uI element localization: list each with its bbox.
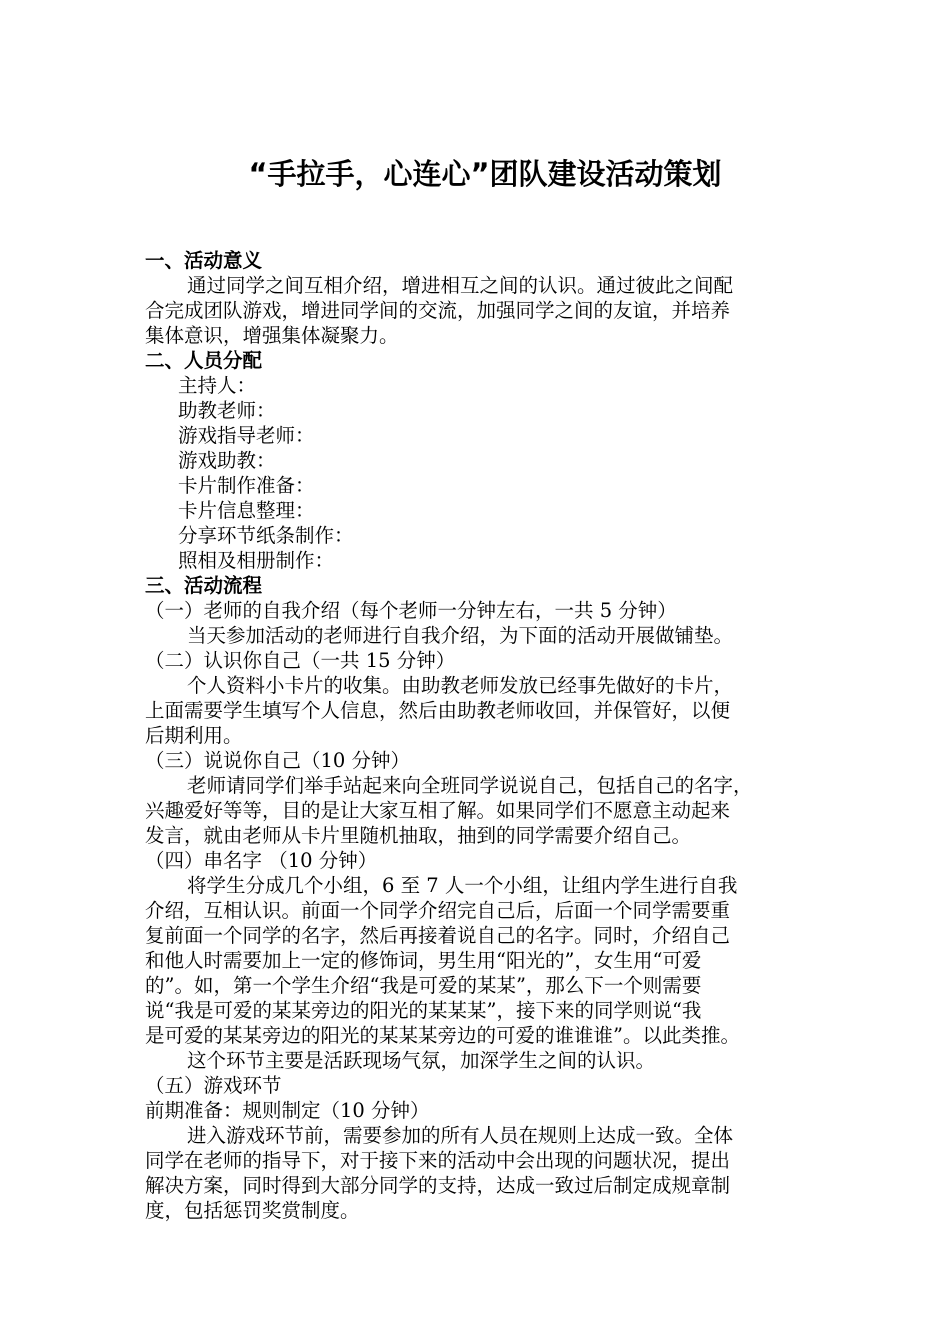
role-item: 卡片制作准备： — [178, 474, 315, 497]
paragraph-line: 的”。如，第一个学生介绍“我是可爱的某某”，那么下一个则需要 — [145, 974, 702, 997]
role-item: 游戏助教： — [178, 449, 276, 472]
role-item: 分享环节纸条制作： — [178, 524, 354, 547]
paragraph-line: 合完成团队游戏，增进同学间的交流，加强同学之间的友谊，并培养 — [145, 299, 731, 322]
paragraph-line: 这个环节主要是活跃现场气氛，加深学生之间的认识。 — [187, 1049, 656, 1072]
role-item: 卡片信息整理： — [178, 499, 315, 522]
paragraph-line: 集体意识，增强集体凝聚力。 — [145, 324, 399, 347]
paragraph-line: 个人资料小卡片的收集。由助教老师发放已经事先做好的卡片， — [187, 674, 734, 697]
paragraph-line: 和他人时需要加上一定的修饰词，男生用“阳光的”，女生用“可爱 — [145, 949, 702, 972]
section-heading-staffing: 二、人员分配 — [145, 349, 263, 372]
paragraph-line: 介绍，互相认识。前面一个同学介绍完自己后，后面一个同学需要重 — [145, 899, 731, 922]
section-heading-significance: 一、活动意义 — [145, 249, 263, 272]
subsection-title: （一）老师的自我介绍（每个老师一分钟左右，一共 5 分钟） — [145, 599, 677, 622]
paragraph-line: 老师请同学们举手站起来向全班同学说说自己，包括自己的名字， — [187, 774, 753, 797]
section-heading-process: 三、活动流程 — [145, 574, 263, 597]
subsection-prep: 前期准备：规则制定（10 分钟） — [145, 1099, 430, 1122]
role-item: 游戏指导老师： — [178, 424, 315, 447]
subsection-title: （五）游戏环节 — [145, 1074, 282, 1097]
paragraph-line: 进入游戏环节前，需要参加的所有人员在规则上达成一致。全体 — [187, 1124, 734, 1147]
paragraph-line: 通过同学之间互相介绍，增进相互之间的认识。通过彼此之间配 — [187, 274, 734, 297]
paragraph-line: 当天参加活动的老师进行自我介绍，为下面的活动开展做铺垫。 — [187, 624, 734, 647]
paragraph-line: 度，包括惩罚奖赏制度。 — [145, 1199, 360, 1222]
paragraph-line: 兴趣爱好等等，目的是让大家互相了解。如果同学们不愿意主动起来 — [145, 799, 731, 822]
paragraph-line: 是可爱的某某旁边的阳光的某某某旁边的可爱的谁谁谁”。以此类推。 — [145, 1024, 740, 1047]
paragraph-line: 上面需要学生填写个人信息，然后由助教老师收回，并保管好，以便 — [145, 699, 731, 722]
role-item: 照相及相册制作： — [178, 549, 335, 572]
subsection-title: （四）串名字 （10 分钟） — [145, 849, 378, 872]
subsection-title: （二）认识你自己（一共 15 分钟） — [145, 649, 456, 672]
paragraph-line: 发言，就由老师从卡片里随机抽取，抽到的同学需要介绍自己。 — [145, 824, 692, 847]
document-body — [145, 248, 825, 1223]
paragraph-line: 后期利用。 — [145, 724, 243, 747]
paragraph-line: 说“我是可爱的某某旁边的阳光的某某某”，接下来的同学则说“我 — [145, 999, 702, 1022]
paragraph-line: 将学生分成几个小组，6 至 7 人一个小组，让组内学生进行自我 — [187, 874, 738, 897]
paragraph-line: 解决方案，同时得到大部分同学的支持，达成一致过后制定成规章制 — [145, 1174, 731, 1197]
paragraph-line: 同学在老师的指导下，对于接下来的活动中会出现的问题状况，提出 — [145, 1149, 731, 1172]
role-item: 助教老师： — [178, 399, 276, 422]
role-item: 主持人： — [178, 374, 257, 397]
page-title: “手拉手，心连心”团队建设活动策划 — [248, 157, 722, 191]
subsection-title: （三）说说你自己（10 分钟） — [145, 749, 411, 772]
paragraph-line: 复前面一个同学的名字，然后再接着说自己的名字。同时，介绍自己 — [145, 924, 731, 947]
